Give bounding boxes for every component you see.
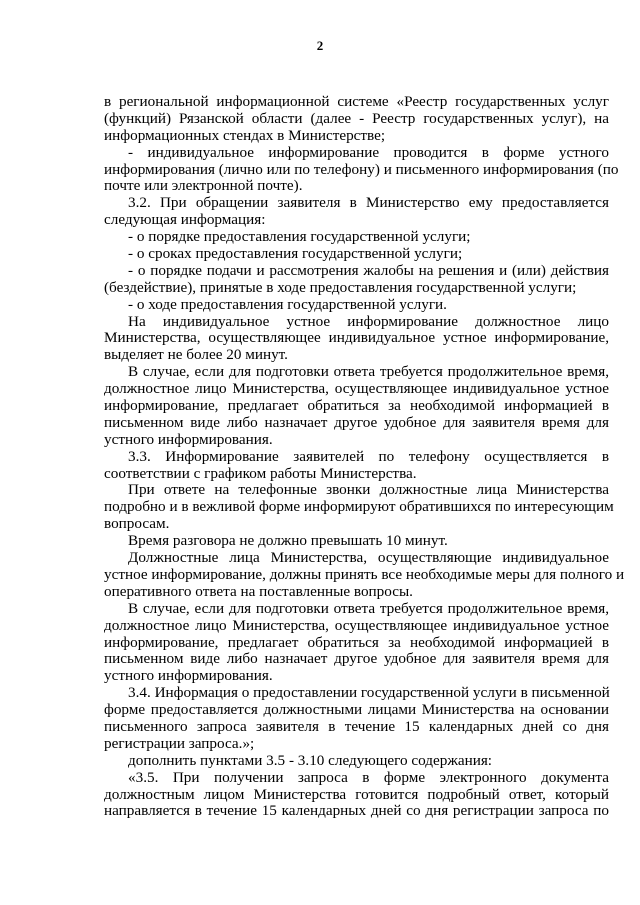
text-line: информирование, предлагает обратиться за необходимой информацией в	[104, 633, 609, 651]
text-line: Должностные лица Министерства, осуществляющие индивидуальное	[128, 549, 609, 567]
text-line: в региональной информационной системе «Реестр государственных услуг	[104, 93, 609, 110]
text-line: выделяет не более 20 минут.	[104, 346, 288, 364]
text-line: следующая информация:	[104, 211, 266, 229]
text-line: 3.4. Информация о предоставлении государственной услуги в письменной	[128, 684, 610, 702]
text-line: 3.3. Информирование заявителей по телефону осуществляется в	[128, 447, 609, 465]
text-line: В случае, если для подготовки ответа требуется продолжительное время,	[128, 599, 609, 617]
text-line: информационных стендах в Министерстве;	[104, 126, 386, 144]
text-line: подробно и в вежливой форме информируют обратившихся по интересующим	[104, 498, 614, 516]
text-line: регистрации запроса.»;	[104, 734, 255, 752]
text-line: вопросам.	[104, 515, 170, 533]
text-line: письменном виде либо назначает другое удобное для заявителя время для	[104, 413, 609, 431]
text-line: соответствии с графиком работы Министерства.	[104, 464, 417, 482]
text-line: форме предоставляется должностными лицами Министерства на основании	[104, 701, 609, 719]
text-line: На индивидуальное устное информирование должностное лицо	[128, 312, 609, 330]
text-line: При ответе на телефонные звонки должностные лица Министерства	[128, 481, 609, 499]
text-line: должностное лицо Министерства, осуществляющее индивидуальное устное	[104, 380, 609, 398]
text-line: 3.2. При обращении заявителя в Министерство ему предоставляется	[128, 194, 609, 212]
text-line: должностное лицо Министерства, осуществляющее индивидуальное устное	[104, 616, 609, 634]
text-line: - о сроках предоставления государственной услуги;	[128, 245, 463, 263]
text-line: «3.5. При получении запроса в форме электронного документа	[128, 768, 609, 786]
text-line: устного информирования.	[104, 430, 273, 448]
text-line: почте или электронной почте).	[104, 177, 303, 195]
text-line: - о ходе предоставления государственной услуги.	[128, 295, 447, 313]
text-line: должностным лицом Министерства готовится подробный ответ, который	[104, 785, 609, 803]
text-line: Время разговора не должно превышать 10 минут.	[128, 532, 448, 550]
page-number: 2	[316, 38, 324, 53]
text-line: - о порядке подачи и рассмотрения жалобы на решения и (или) действия	[128, 261, 609, 279]
text-line: оперативного ответа на поставленные вопросы.	[104, 582, 413, 600]
text-line: устного информирования.	[104, 667, 273, 685]
text-line: информирования (лично или по телефону) и письменного информирования (по	[104, 160, 619, 178]
text-line: В случае, если для подготовки ответа требуется продолжительное время,	[128, 363, 609, 381]
text-line: направляется в течение 15 календарных дней со дня регистрации запроса по	[104, 802, 609, 820]
text-line: письменного запроса заявителя в течение 15 календарных дней со дня	[104, 717, 609, 735]
text-line: (функций) Рязанской области (далее - Реестр государственных услуг), на	[104, 109, 609, 127]
text-line: информирование, предлагает обратиться за необходимой информацией в	[104, 397, 609, 415]
document-body	[104, 93, 625, 820]
text-line: письменном виде либо назначает другое удобное для заявителя время для	[104, 650, 609, 668]
text-line: дополнить пунктами 3.5 - 3.10 следующего содержания:	[128, 751, 493, 769]
text-line: устное информирование, должны принять все необходимые меры для полного и	[104, 565, 625, 583]
text-line: - индивидуальное информирование проводится в форме устного	[128, 143, 609, 161]
text-line: (бездействие), принятые в ходе предоставления государственной услуги;	[104, 278, 577, 296]
text-line: Министерства, осуществляющее индивидуальное устное информирование,	[104, 329, 609, 347]
text-line: - о порядке предоставления государственной услуги;	[128, 228, 471, 246]
